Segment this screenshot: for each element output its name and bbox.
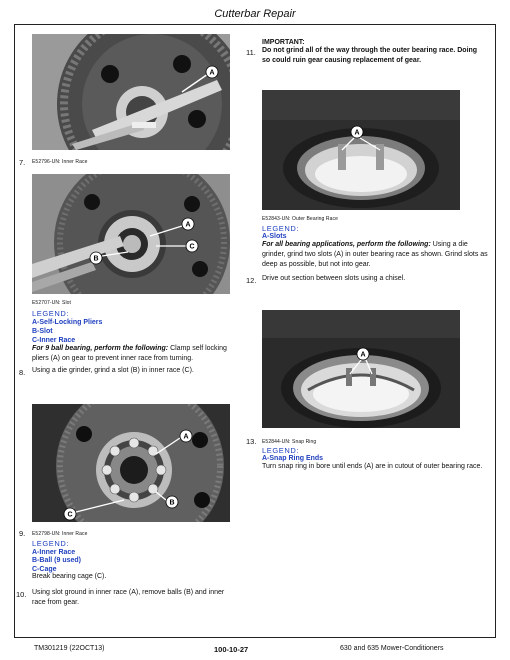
legend-item-b-slot: B-Slot xyxy=(32,328,53,335)
step-9-number: 9. xyxy=(19,529,26,538)
legend-item-a-slots: A-Slots xyxy=(262,233,287,240)
step-7-number: 7. xyxy=(19,158,26,167)
svg-text:B: B xyxy=(169,499,175,507)
footer-page-number: 100-10-27 xyxy=(214,645,249,654)
important-heading: IMPORTANT: xyxy=(262,39,305,46)
header-rule xyxy=(14,24,496,25)
svg-text:A: A xyxy=(209,69,215,77)
svg-text:C: C xyxy=(67,511,73,519)
left-border xyxy=(14,24,15,637)
photo-outer-bearing-race xyxy=(262,90,460,210)
step-11-warning-text: Do not grind all of the way through the outer bearing race. Doing so could ruin gear causing replacement of gear. xyxy=(262,47,478,64)
step-10-number: 10. xyxy=(16,590,27,599)
legend-title-slots: LEGEND: xyxy=(262,224,300,233)
legend-item-a-snap-ring-ends: A-Snap Ring Ends xyxy=(262,455,324,462)
svg-text:B: B xyxy=(93,255,99,263)
svg-text:A: A xyxy=(183,433,189,441)
photo-caption-inner-race-2: E52798-UN: Inner Race xyxy=(32,531,88,537)
step-13-text: Turn snap ring in bore until ends (A) are in cutout of outer bearing race. xyxy=(262,463,483,470)
photo-slot xyxy=(32,174,230,294)
step-13-number: 13. xyxy=(246,437,257,446)
step-8-text: Using a die grinder, grind a slot (B) in inner race (C). xyxy=(32,367,194,374)
step-11-number: 11. xyxy=(246,48,256,57)
legend-item-a-inner-race: A-Inner Race xyxy=(32,549,76,556)
legend-title-inner-race: LEGEND: xyxy=(32,539,70,548)
instruction-9-ball-bearing: For 9 ball bearing, perform the following: Clamp self locking pliers (A) on gear to prevent inner race from turning. xyxy=(32,345,227,362)
legend-title-slot: LEGEND: xyxy=(32,309,70,318)
page-header-title: Cutterbar Repair xyxy=(214,8,296,20)
photo-caption-inner-race: E52796-UN: Inner Race xyxy=(32,159,88,165)
legend-title-snap-ring: LEGEND: xyxy=(262,446,300,455)
instruction-all-bearings: For all bearing applications, perform the following: Using a die grinder, grind two slots (A) in outer bearing race as shown. Grind slots as deep as possible, but not into gear. xyxy=(262,241,488,268)
svg-text:A: A xyxy=(185,221,191,229)
step-8-number: 8. xyxy=(19,368,26,377)
photo-caption-outer-bearing-race: E52843-UN: Outer Bearing Race xyxy=(262,216,338,222)
step-12-text: Drive out section between slots using a chisel. xyxy=(262,275,406,282)
photo-caption-snap-ring: E52844-UN: Snap Ring xyxy=(262,439,317,445)
photo-caption-slot: E52707-UN: Slot xyxy=(32,300,72,306)
step-12-number: 12. xyxy=(246,276,257,285)
legend-item-a-pliers: A-Self-Locking Pliers xyxy=(32,319,103,326)
photo-bearing-balls xyxy=(32,404,230,522)
legend-item-c-cage: C-Cage xyxy=(32,566,57,573)
svg-text:A: A xyxy=(354,129,360,137)
right-border xyxy=(495,24,496,637)
step-9-text: Break bearing cage (C). xyxy=(32,573,107,580)
step-10-text: Using slot ground in inner race (A), remove balls (B) and inner race from gear. xyxy=(32,589,225,606)
photo-snap-ring xyxy=(262,310,460,428)
footer-model: 630 and 635 Mower-Conditioners xyxy=(340,645,444,652)
svg-text:A: A xyxy=(360,351,366,359)
legend-item-b-ball: B-Ball (9 used) xyxy=(32,557,82,564)
legend-item-c-inner-race: C-Inner Race xyxy=(32,337,76,344)
svg-text:C: C xyxy=(189,243,195,251)
footer-doc-id: TM301219 (22OCT13) xyxy=(34,645,105,652)
footer-rule xyxy=(14,637,496,638)
photo-gear-pliers xyxy=(32,34,230,150)
